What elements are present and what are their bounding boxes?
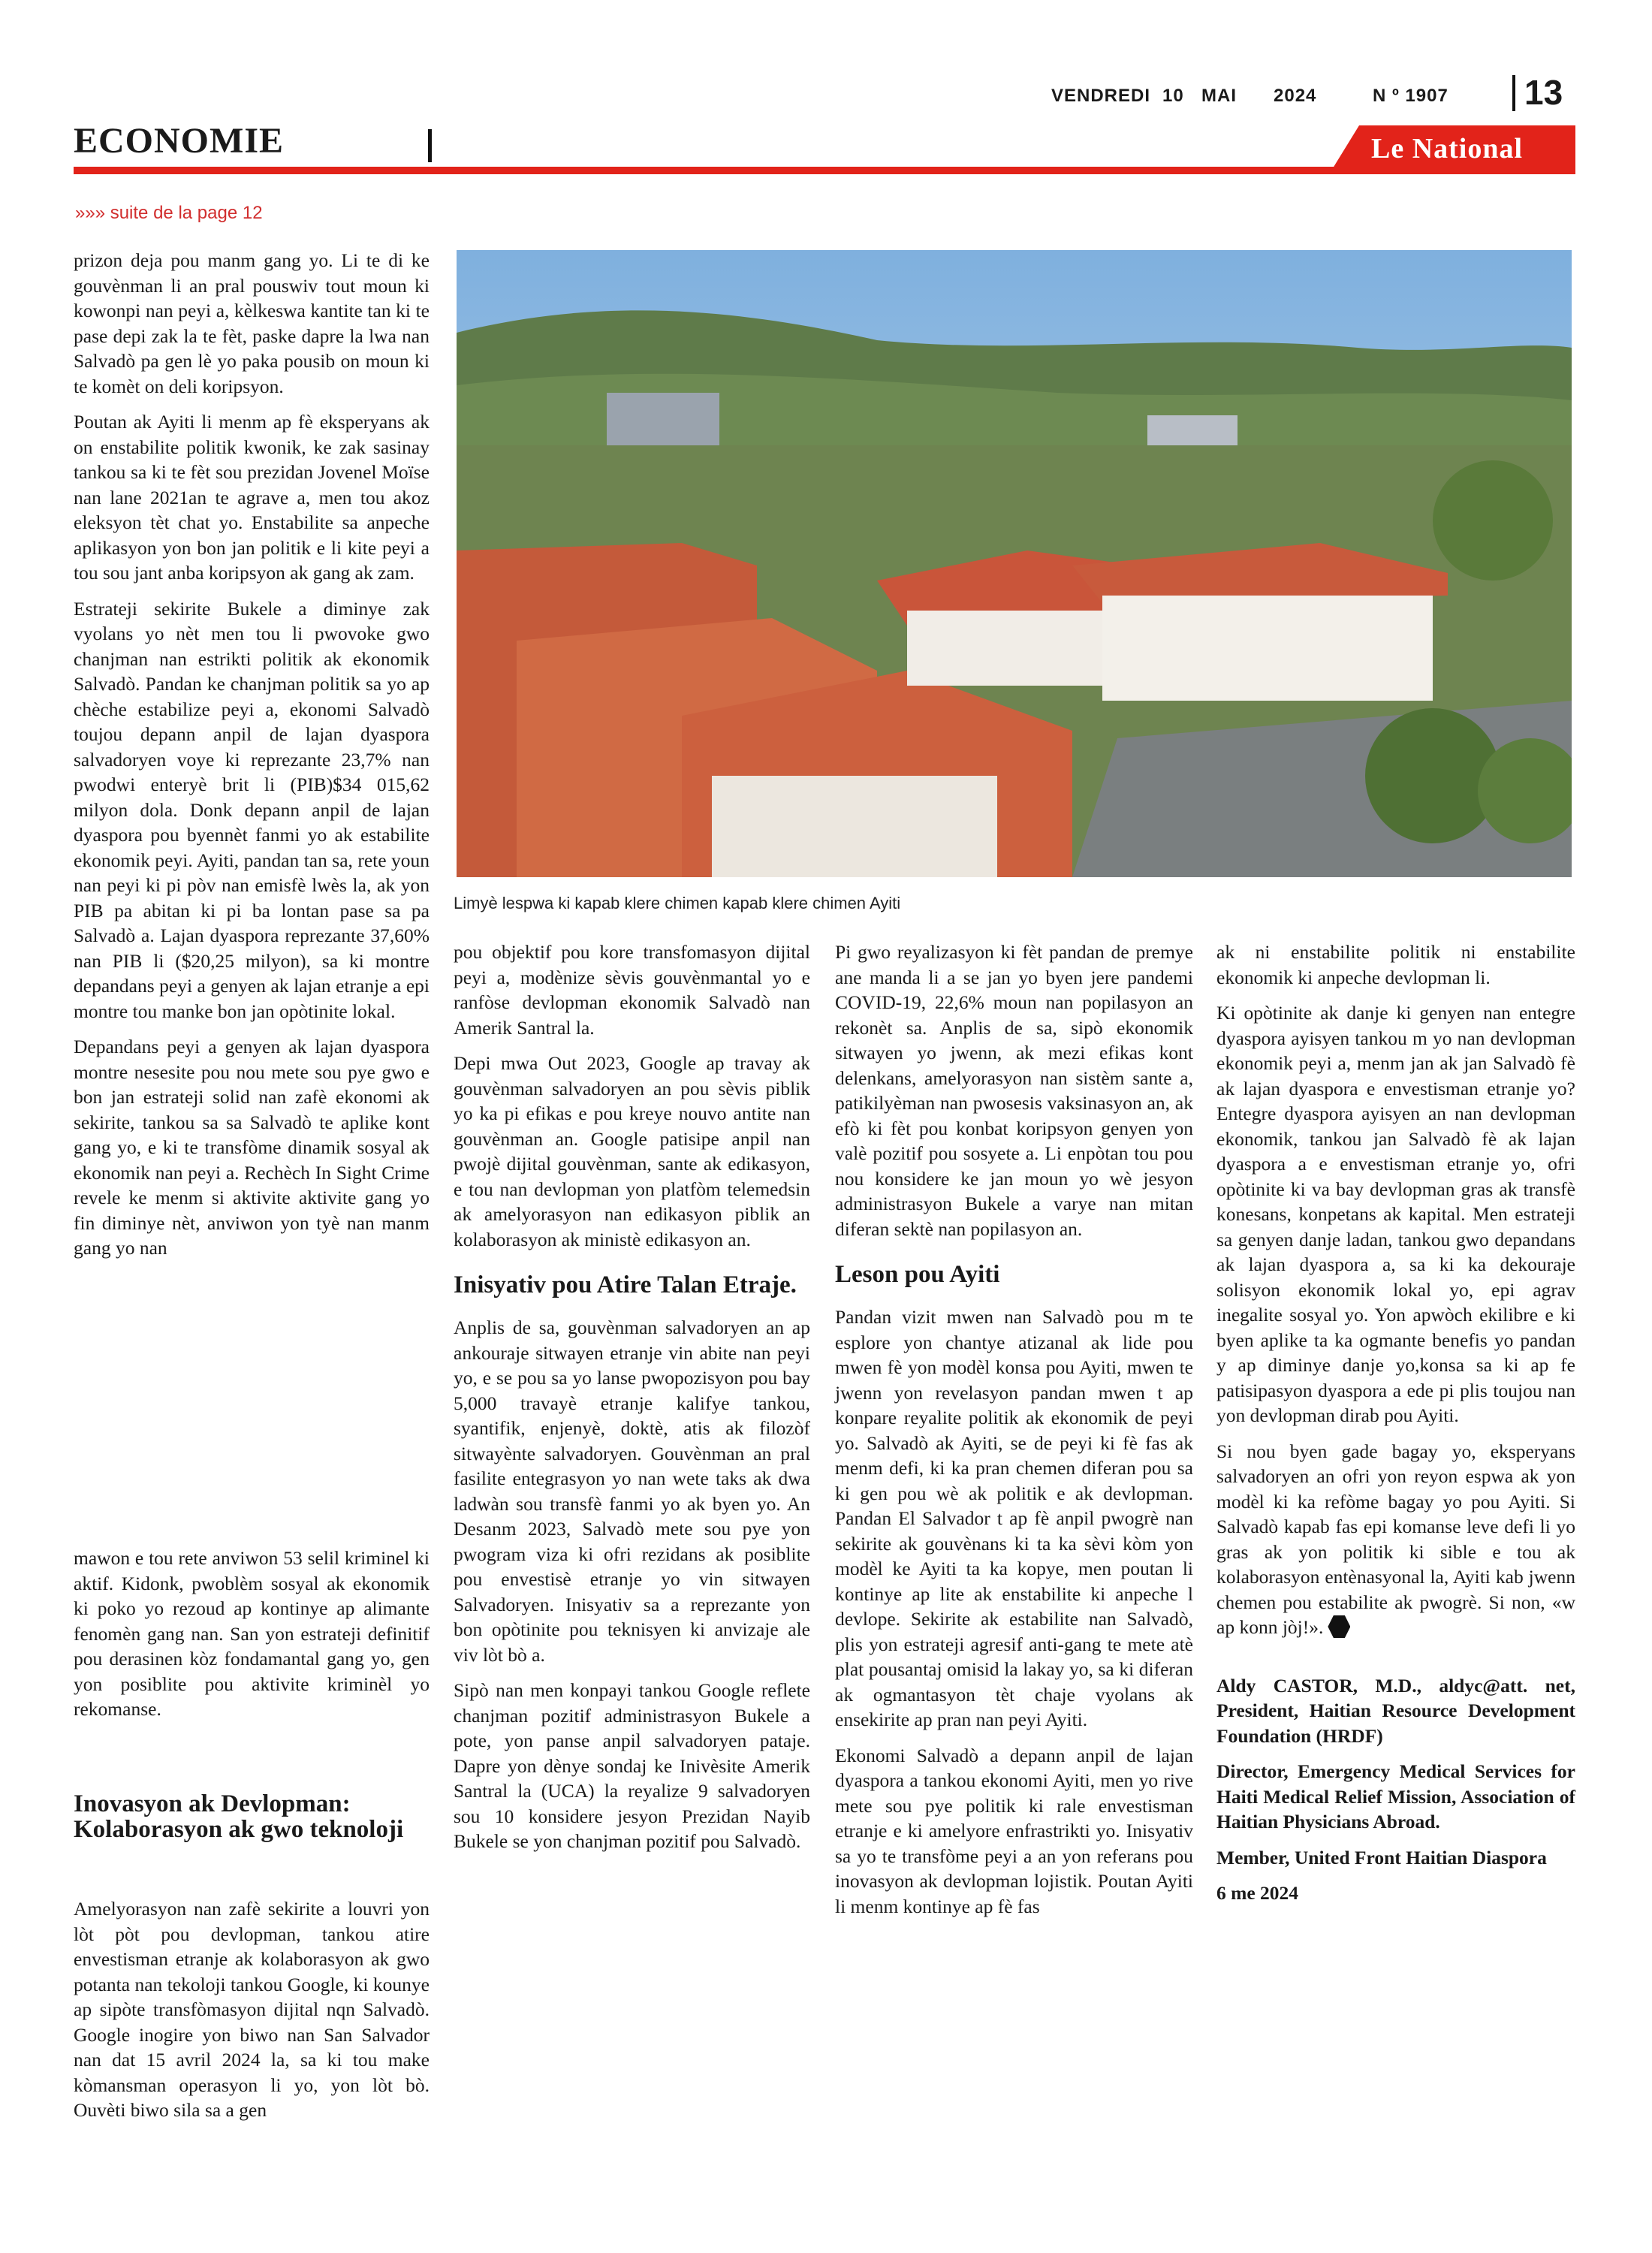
newspaper-brand: Le National [1371,133,1524,164]
paragraph [1216,1439,1575,1640]
issue-month: MAI [1201,86,1237,106]
paragraph: Sipò nan men konpayi tankou Google reflete chanjman pozitif administrasyon Bukele a pote, yon panse anpil salvadoryen pataje. Dapre yon dènye sondaj ke Inivèsite Amerik Santral la (UCA) la reyalize 9 salvadoryen sou 10 konsidere jesyon Prezidan Nayib Bukele se yon chanjman pozitif pou Salvadò. [454,1679,810,1852]
paragraph: Anplis de sa, gouvènman salvadoryen an ap ankouraje sitwayen etranje vin abite nan peyi yo, e se pou sa yo lanse pwopozisyon pou bay 5,000 travayè etranje kalifye tankou, syantifik, enjenyè, doktè, atis ak filozòf sitwayènte salvadoryen. Gouvènman an pral fasilite entegrasyon yo nan wete taks ak dwa ladwàn sou transfè fanmi yo ak byen yo. An Desanm 2023, Salvadò mete sou pye yon pwogram viza ki ofri rezidans ak posiblite pou envestisè etranje yo vin sitwayen Salvadoryen. Inisyativ sa a reprezante yon bon opòtinite pou teknisyen ki anvizaje ale viv lòt bò a. [454,1317,810,1666]
issue-day: VENDREDI [1051,86,1151,106]
paragraph: Ekonomi Salvadò a depann anpil de lajan dyaspora a tankou ekonomi Ayiti, men yo rive mete sou pye politik ki rale envestisman etranje e ki amelyore enfrastrikti yo. Inisyativ sa yo te transfòme peyi a an yon referans pou inovasyon ak devlopman lojistik. Poutan Ayiti li menm kontinye ap fè fas [835,1744,1193,1917]
article-column-1-bottom [74,1896,430,2134]
author-credit: Aldy CASTOR, M.D., aldyc@att. net, President, Haitian Resource Development Foundation (HRDF) [1216,1674,1575,1747]
article-column-1-top [74,248,430,1271]
paragraph: Depandans peyi a genyen ak lajan dyaspora montre nesesite pou nou mete sou pye gwo e bon jan estrateji solid nan zafè ekonomi ak sekirite, tankou sa sa Salvadò te aplike kont gang yo, e ki te transfòme dinamik sosyal ak ekonomik nan peyi a. Rechèch In Sight Crime revele ke menm si aktivite aktivite gang yo fin diminye nèt, anviwon yon tyè nan manm gang yo nan [74,1036,430,1259]
continued-from-label[interactable]: »»» suite de la page 12 [75,203,263,223]
author-membership: Member, United Front Haitian Diaspora [1216,1846,1547,1868]
issue-meta [1051,83,1517,113]
paragraph: Pandan vizit mwen nan Salvadò pou m te esplore yon chantye atizanal ak lide pou mwen fè yon modèl konsa pou Ayiti, mwen te jwenn yon revelasyon pandan mwen t ap konpare reyalite politik ak ekonomik de peyi yo. Salvadò ak Ayiti, se de peyi ki fè fas ak menm defi, ki ka pran chemen diferan pou sa ki gen pou wè ak politik e ak devlopman. Pandan El Salvador t ap fè anpil pwogrè nan sekirite ak gouvènans ki ta ka sèvi kòm yon modèl ke Ayiti ta ka kopye, men poutan li kontinye ap lite ak enstabilite ki anpeche l devlope. Sekirite ak estabilite nan Salvadò, plis yon estrateji agresif anti-gang te mete atè plat pousantaj omisid la lakay yo, sa ki diferan ak ogmantasyon tèt chaje vyolans ak ensekirite ap pran nan peyi Ayiti. [835,1306,1193,1730]
page-number: 13 [1524,73,1563,112]
paragraph: mawon e tou rete anviwon 53 selil kriminel ki aktif. Kidonk, pwoblèm sosyal ak ekonomik ki poko yo rezoud ap kontinye ap alimante fenomèn gang nan. San yon estrateji definitif pou derasinen kòz fondamantal gang yo, gen yon posiblite pou aktivite kriminèl yo rekomanse. [74,1547,430,1720]
paragraph: Pi gwo reyalizasyon ki fèt pandan de premye ane manda li a se jan yo byen jere pandemi COVID-19, 22,6% moun nan popilasyon an rekonèt sa. Anplis de sa, sipò ekonomik sitwayen yo jwenn, ak mezi efikas kont delenkans, amelyorasyon nan sistèm sante a, patikilyèman nan pwosesis vaksinasyon an, ak efò ki fèt pou konbat koripsyon genyen yon valè pozitif pou sosyete a. Li enpòtan tou pou nou konsidere ke jan moun yo wè jesyon administrasyon Bukele a varye nan mitan diferan sektè nan popilasyon an. [835,941,1193,1240]
paragraph: ak ni enstabilite politik ni enstabilite ekonomik ki anpeche devlopman li. [1216,941,1575,988]
article-column-4 [1216,940,1575,1917]
article-column-2 [454,940,810,1865]
cityscape-photo [457,250,1572,877]
paragraph: pou objektif pou kore transfomasyon dijital peyi a, modènize sèvis gouvènmantal yo e ranfòse devlopman ekonomik Salvadò nan Amerik Santral la. [454,941,810,1039]
end-of-article-icon [1328,1615,1350,1638]
heading-innovation [74,1791,430,1842]
issue-number: N º 1907 [1373,86,1449,106]
issue-year: 2024 [1274,86,1317,106]
paragraph: Ki opòtinite ak danje ki genyen nan entegre dyaspora ayisyen tankou m yo nan devlopman ekonomik peyi a, menm jan ak jan Salvadò fè ak lajan dyaspora e envestisman etranje yo? Entegre dyaspora ayisyen an nan devlopman ekonomik, tankou jan Salvadò fè ak lajan dyaspora a e envestisman etranje yo, ofri opòtinite ki va bay devlopman gras ak transfè konesans, konpetans ak kapital. Men estrateji sa genyen danje ladan, tankou gwo depandans ak lajan dyaspora a, sa ki ka dekouraje solisyon ekonomik lokal yo, epi agrav inegalite sosyal yo. Yon apwòch ekilibre e ki byen aplike ta ka ogmante benefis yo pandan y ap diminye danje yo,konsa sa ki ap fe patisipasyon dyaspora a ede pi plis toujou nan yon devlopman dirab pou Ayiti. [1216,1002,1575,1426]
page-number-divider [1512,75,1515,111]
section-heading: Inisyativ pou Atire Talan Etraje. [454,1271,797,1298]
article-column-3 [835,940,1193,1929]
author-title: Director, Emergency Medical Services for Haiti Medical Relief Mission, Association of Haitian Physicians Abroad. [1216,1760,1575,1832]
paragraph: Poutan ak Ayiti li menm ap fè eksperyans ak on enstabilite politik kwonik, ke zak sasinay tankou sa ki te fèt sou prezidan Jovenel Moïse nan lane 2021an te agrave a, men tou akoz eleksyon tèt chat yo. Enstabilite sa anpeche aplikasyon yon bon jan politik e li kite peyi a tou sou jant anba koripsyon ak gang ak zam. [74,411,430,584]
article-photo [457,250,1572,877]
paragraph: prizon deja pou manm gang yo. Li te di ke gouvènman li an pral pouswiv tout moun ki kowonpi nan peyi a, kèlkeswa kantite tan ki te pase depi zak la te fèt, paske dapre la lwa nan Salvadò pa gen lè yo paka pousib on moun ki te komèt on deli koripsyon. [74,249,430,397]
photo-caption: Limyè lespwa ki kapab klere chimen kapab klere chimen Ayiti [454,894,901,912]
section-title: ECONOMIE [74,121,285,161]
section-title-bar [428,129,432,162]
paragraph: Amelyorasyon nan zafè sekirite a louvri yon lòt pòt pou devlopman, tankou atire envestisman etranje ak kolaborasyon ak gwo potanta nan tekoloji tankou Google, ki kounye ap sipòte transfòmasyon dijital nqn Salvadò. Google inogire yon biwo nan San Salvador nan dat 15 avril 2024 la, sa ki tou make kòmansman operasyon li yo, yon lòt bò. Ouvèti biwo sila sa a gen [74,1898,430,2121]
article-date: 6 me 2024 [1216,1882,1299,1904]
section-heading: Leson pou Ayiti [835,1261,1000,1288]
paragraph: Depi mwa Out 2023, Google ap travay ak gouvènman salvadoryen an pou sèvis piblik yo ka pi efikas e pou kreye nouvo antite nan gouvènman an. Google patisipe anpil nan pwojè dijital gouvènman, sante ak edikasyon, e tou nan devlopman yon platfòm telemedsin ak amelyorasyon nan edikasyon piblik an kolaborasyon ak ministè edikasyon an. [454,1052,810,1250]
article-column-1-middle [74,1546,430,1733]
section-heading: Inovasyon ak Devlopman: Kolaborasyon ak gwo teknoloji [74,1790,404,1843]
closing-paragraph-text: Si nou byen gade bagay yo, eksperyans salvadoryen an ofri yon reyon espwa ak yon modèl ki ka refòme bagay yo pou Ayiti. Si Salvadò kapab fas epi komanse leve defi li yo gras ak yon politik ki sible e tou ak kolaborasyon entènasyonal la, Ayiti kab jwenn chemen pou estabilite ak pwogrè. Si non, «w ap konn jòj!». [1216,1440,1575,1638]
paragraph: Estrateji sekirite Bukele a diminye zak vyolans yo nèt men tou li pwovoke gwo chanjman nan estrikti politik ak ekonomik Salvadò. Pandan ke chanjman politik sa yo ap chèche estabilize peyi a, ekonomi Salvadò toujou depann anpil de lajan dyaspora salvadoryen voye ki reprezante 23,7% nan pwodwi enteryè brit li (PIB)$34 015,62 milyon dola. Donk depann anpil de lajan dyaspora pou byennèt fanmi yo ak estabilite ekonomik peyi. Ayiti, pandan tan sa, rete youn nan peyi ki pi pòv nan emisfè lwès la, ak yon PIB pa abitan ki pi ba lontan pase sa pa Salvadò a. Lajan dyaspora reprezante 37,60% nan PIB li ($20,25 milyon), sa ki montre depandans peyi a genyen ak lajan etranje a epi montre tou manke bon jan opòtinite lokal. [74,597,430,1022]
issue-date-number: 10 [1162,86,1184,106]
